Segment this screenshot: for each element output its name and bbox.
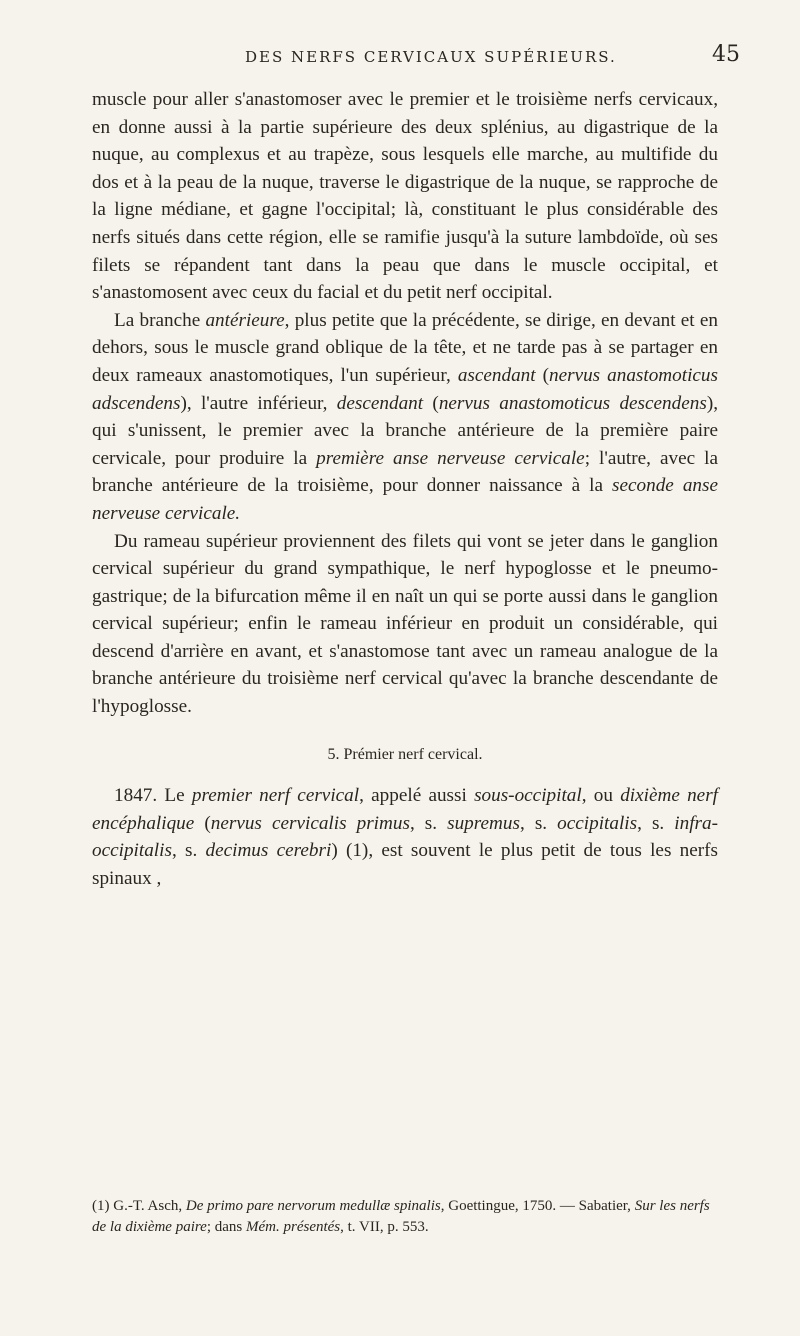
text-span: La branche [114,309,206,331]
italic-term: occipitalis [557,812,638,834]
italic-term: nervus anastomoticus descendens [438,392,707,414]
text-span: ), l'autre inférieur, [180,392,337,414]
paragraph-number: 1847. [114,785,158,807]
italic-term: decimus cerebri [205,840,332,862]
text-span: ( [194,812,211,834]
italic-title: De primo pare nervorum medullæ spinalis [185,1198,441,1214]
text-span: , appelé aussi [359,785,475,807]
page-number: 45 [712,42,740,67]
italic-title: Sur les nerfs de la dixième paire [92,1198,710,1235]
text-span: , s. [519,812,558,834]
text-span: ; dans [206,1219,246,1235]
italic-term: première anse nerveuse cervicale [316,447,585,469]
running-header [0,42,800,78]
italic-term: antérieure [205,309,285,331]
italic-term: descendant [336,392,424,414]
paragraph-1: muscle pour aller s'anastomoser avec le premier et le troisième nerfs cervicaux, en donne aussi à la partie supérieure des deux splénius, au digastrique de la nuque, au complexus et au trapèze, sous lesquels elle marche, au multifide du dos et à la peau de la nuque, traverse le digastrique de la nuque, se rapproche de la ligne médiane, et gagne l'occipital; là, constituant le plus considérable des nerfs situés dans cette région, elle se ramifie jusqu'à la suture lambdoïde, où ses filets se répandent tant dans la peau que dans le muscle occipital, et s'anastomosent avec ceux du facial et du petit nerf occipital. [92,89,718,304]
footnote-1 [92,1196,718,1238]
italic-term: infra-occipitalis [92,812,718,862]
italic-term: nervus cervicalis primus [210,812,410,834]
text-span: ) (1), est souvent le plus petit de tous les nerfs spinaux , [92,840,719,890]
main-text [92,86,718,893]
text-span: , Goettingue, 1750. — Sabatier, [440,1198,635,1214]
footnotes [92,1196,718,1238]
text-span: ; l'autre, avec la branche antérieure de la troisième, pour donner naissance à la [92,447,718,497]
text-span: Le [157,785,192,807]
text-span: (1) G.-T. Asch, [92,1198,186,1214]
text-span: ( [423,392,439,414]
italic-term: sous-occipital [474,785,582,807]
section-title: 5. Prémier nerf cervical. [327,745,483,763]
italic-term: dixième nerf encéphalique [92,785,718,834]
paragraph-3: Du rameau supérieur proviennent des filets qui vont se jeter dans le ganglion cervical supérieur du grand sympathique, le nerf hypoglosse et le pneumo-gastrique; de la bifurcation même il en naît un qui se porte aussi dans le ganglion cervical supérieur; enfin le rameau inférieur en produit un considérable, qui descend d'arrière en avant, et s'anastomose tant avec un rameau analogue de la branche antérieure du troisième nerf cervical qu'avec la branche descendante de l'hypoglosse. [92,530,718,718]
text-span: , plus petite que la précédente, se dirige, en devant et en dehors, sous le muscle grand oblique de la tête, et ne tarde pas à se partager en deux rameaux anastomotiques, l'un supérieur, [92,309,718,386]
text-span: , t. VII, p. 553. [340,1219,429,1235]
text-span: , s. [637,812,675,834]
text-span: , ou [581,785,621,807]
text-span: ( [535,364,549,386]
running-title: DES NERFS CERVICAUX SUPÉRIEURS. [245,48,617,66]
italic-term: nervus anastomoticus adscendens [92,364,718,414]
italic-term: seconde anse nerveuse cervicale. [92,475,718,524]
italic-term: ascendant [457,364,536,386]
paragraph-4 [92,782,718,892]
text-span: , s. [171,840,206,862]
text-span: , s. [409,812,448,834]
italic-term: supremus [447,812,520,834]
italic-title: Mém. présentés [246,1219,341,1235]
text-span: ), qui s'unissent, le premier avec la branche antérieure de la première paire cervicale, pour produire la [92,392,719,469]
italic-term: premier nerf cervical [191,785,360,807]
paragraph-2 [92,307,718,528]
